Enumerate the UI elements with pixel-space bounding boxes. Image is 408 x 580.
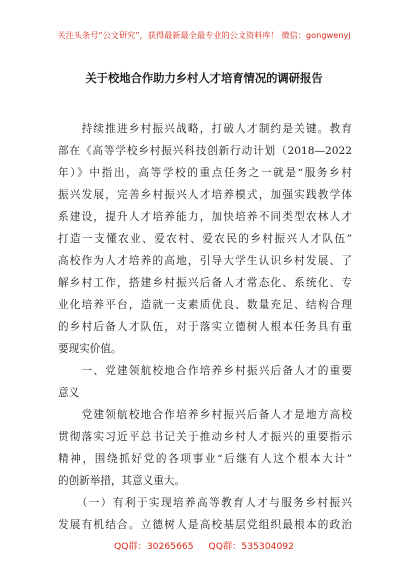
qq-group-1: QQ群：30265665 xyxy=(114,541,194,552)
body-line: 解乡村工作，搭建乡村振兴后备人才常态化、系统化、专 xyxy=(58,277,352,289)
qq-group-2: QQ群：535304092 xyxy=(208,541,294,552)
promo-banner: 关注头条号“公文研究”，获得最新最全最专业的公文资料库！ 微信：gongwenyj xyxy=(57,30,351,40)
section-heading-line: 一、党建领航校地合作培养乡村振兴后备人才的重要 xyxy=(58,365,352,377)
body-line: 打造一支懂农业、爱农村、爱农民的乡村振兴人才队伍” xyxy=(58,233,352,245)
footer-contact xyxy=(0,538,408,552)
body-line: 持续推进乡村振兴战略，打破人才制约是关键。教育 xyxy=(58,123,352,135)
body-line: 系建设，提升人才培养能力，加快培养不同类型农林人才 xyxy=(58,211,352,223)
body-line: 高校作为人才培养的高地，引导大学生认识乡村发展、了 xyxy=(58,255,352,267)
body-line: 的创新举措，其意义重大。 xyxy=(58,475,186,487)
body-line: 年）》中指出，高等学校的重点任务之一就是“服务乡村 xyxy=(58,167,352,179)
body-line: 振兴发展，完善乡村振兴人才培养模式，加强实践教学体 xyxy=(58,189,352,201)
body-line: 贯彻落实习近平总书记关于推动乡村人才振兴的重要指示 xyxy=(58,431,352,443)
body-line: 精神，围绕抓好党的各项事业“后继有人这个根本大计” xyxy=(58,453,352,465)
body-line: 的乡村后备人才队伍，对于落实立德树人根本任务具有重 xyxy=(58,321,352,333)
body-line: 党建领航校地合作培养乡村振兴后备人才是地方高校 xyxy=(58,409,352,421)
document-title: 关于校地合作助力乡村人才培育情况的调研报告 xyxy=(85,72,323,85)
section-heading-line: 意义 xyxy=(58,387,80,399)
body-line: （一）有利于实现培养高等教育人才与服务乡村振兴 xyxy=(58,497,352,509)
body-line: 部在《高等学校乡村振兴科技创新行动计划（2018—2022 xyxy=(58,145,352,157)
body-line: 要现实价值。 xyxy=(58,343,122,355)
body-line: 业化培养平台，造就一支素质优良、数量充足、结构合理 xyxy=(58,299,352,311)
body-line: 发展有机结合。立德树人是高校基层党组织最根本的政治 xyxy=(58,519,352,531)
